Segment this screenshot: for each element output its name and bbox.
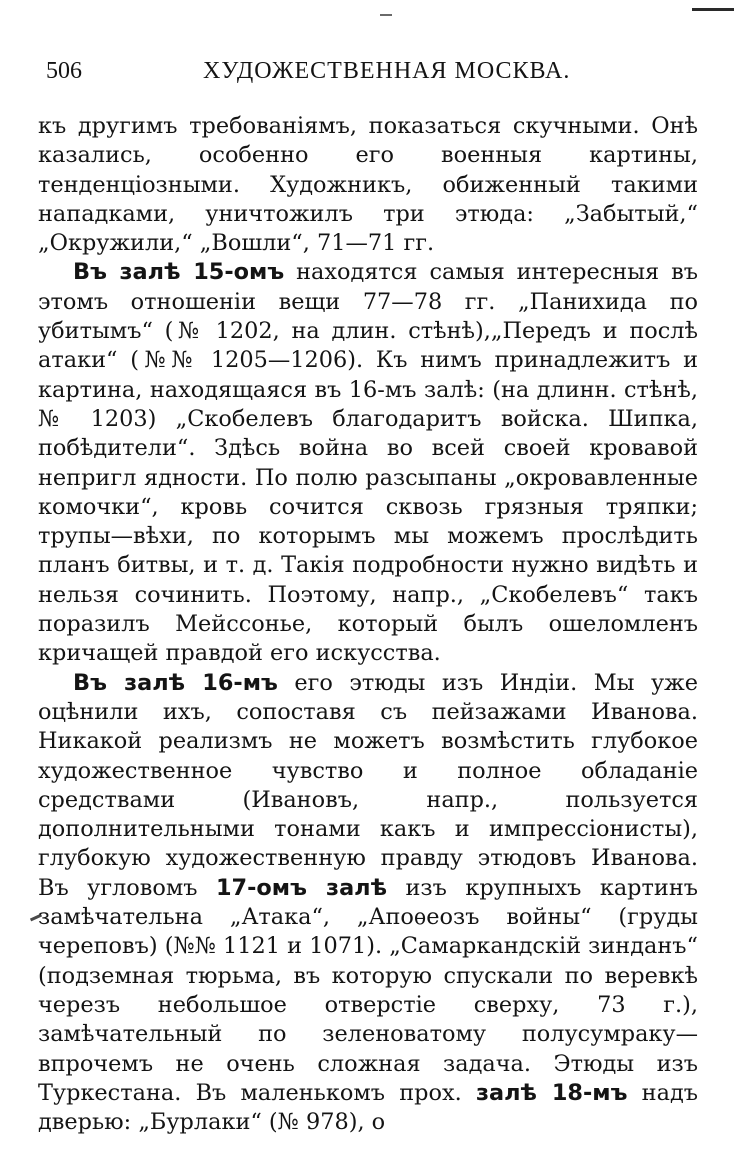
book-page (38, 58, 698, 1137)
paragraph-text: его этюды изъ Индiи. Мы уже оцѣнили ихъ, сопоставя съ пейзажами Иванова. Никакой реализмъ не можетъ возмѣстить глубокое художественное чувство и полное обладанiе средствами (Ивановъ, напр., пользуется дополнительными тонами какъ и импрессiонисты), глубокую художественную правду этюдовъ Иванова. Въ угловомъ (38, 669, 698, 901)
paragraph-text: къ другимъ требованiямъ, показаться скучными. Онѣ казались, особенно его военныя картины, тенденцiозными. Художникъ, обиженный такими нападками, уничтожилъ три этюда: „Забытый,“ „Окружили,“ „Вошли“, 71—71 гг. (38, 113, 698, 257)
running-title: ХУДОЖЕСТВЕННАЯ МОСКВА. (203, 58, 571, 84)
hall-heading: Въ залѣ 15-омъ (73, 259, 285, 286)
paragraph-text: находятся самыя интересныя въ этомъ отношенiи вещи 77—78 гг. „Панихида по убитымъ“ (№ 1202, на длин. стѣнѣ),„Передъ и послѣ атаки“ (№№ 1205—1206). Къ нимъ принадлежитъ и картина, находящаяся въ 16-мъ залѣ: (на длинн. стѣнѣ, № 1203) „Скобелевъ благодаритъ войска. Шипка, побѣдители“. Здѣсь война во всей своей кровавой непригл ядности. По полю разсыпаны „окровавленные комочки“, кровь сочится сквозь грязныя тряпки; трупы—вѣхи, по которымъ мы можемъ прослѣдить планъ битвы, и т. д. Такiя подробности нужно видѣть и нельзя сочинить. Поэтому, напр., „Скобелевъ“ такъ поразилъ Мейссонье, который былъ ошеломленъ кричащей правдой его искусства. (38, 259, 698, 667)
page-header (38, 58, 698, 92)
hall-heading: Въ залѣ 16-мъ (73, 669, 278, 696)
hall-heading: залѣ 18-мъ (475, 1079, 628, 1106)
scan-mark (380, 14, 392, 16)
paragraph-text: надъ дверью: „Бурлаки“ (№ 978), о (38, 1079, 698, 1136)
hall-heading: 17-омъ залѣ (215, 874, 388, 901)
body-text (38, 112, 698, 1137)
paragraph-1 (38, 112, 698, 258)
paragraph-text: изъ крупныхъ картинъ замѣчательна „Атака“, „Апоѳеозъ войны“ (груды череповъ) (№№ 1121 и 1071). „Самаркандскiй зинданъ“ (подземная тюрьма, въ которую спускали по веревкѣ черезъ небольшое отверстiе сверху, 73 г.), замѣчательный по зеленоватому полусумраку—впрочемъ не очень сложная задача. Этюды изъ Туркестана. Въ маленькомъ прох. (38, 874, 698, 1106)
page-number: 506 (46, 58, 82, 84)
paragraph-2 (38, 258, 698, 668)
scan-mark (692, 8, 734, 11)
paragraph-3 (38, 669, 698, 1138)
